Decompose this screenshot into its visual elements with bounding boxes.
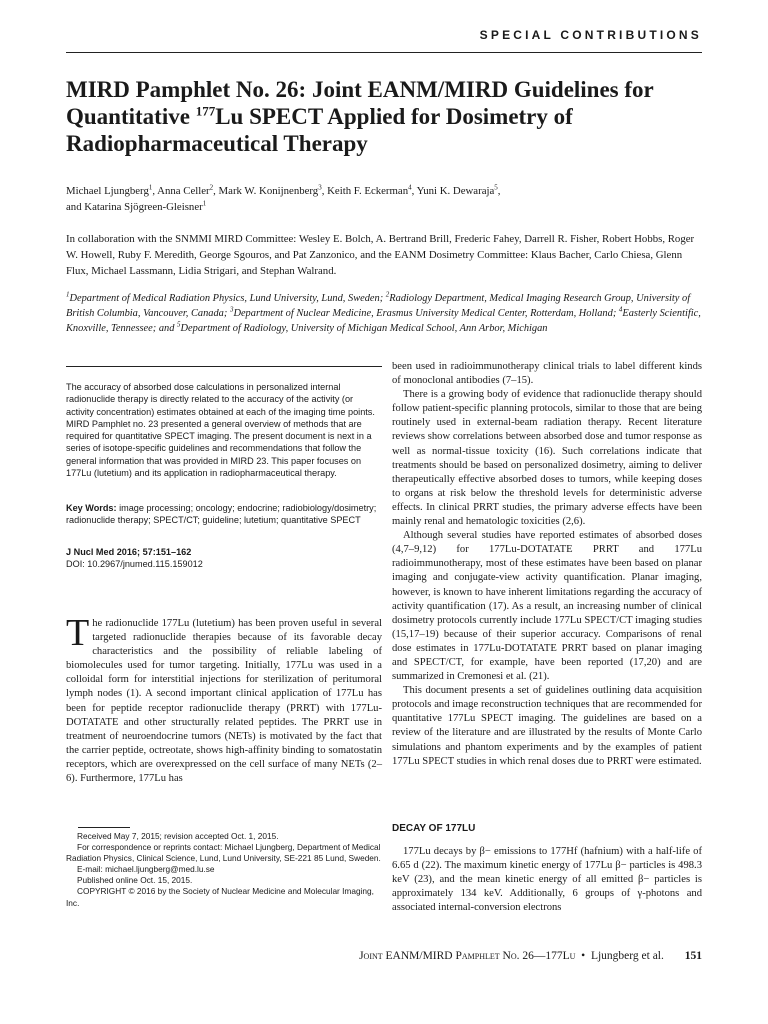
author: Katarina Sjögreen-Gleisner [84,201,203,213]
body-paragraph: he radionuclide 177Lu (lutetium) has been proven useful in several targeted radionuclide therapies because of its favorable decay characteristics and the possibility of reliable labeling of biomolecules used for tumor targeting. Initially, 177Lu was used in a colloidal form for interstitial injections for sterilization of peritumoral lymph nodes (1). A second important clinical application of 177Lu has been for peptide receptor radionuclide therapy (PRRT) with 177Lu-DOTATATE and other structurally related peptides. The PRRT use in treatment of neuroendocrine tumors (NETs) is motivated by the fact that the carrier peptide, octreotate, shows high-affinity binding to somatostatin receptors, which are overexpressed on the cell surface of many NETs (2–6). Furthermore, 177Lu has [66,618,382,785]
footnote-received: Received May 7, 2015; revision accepted Oct. 1, 2015. [77,831,279,841]
section-label: SPECIAL CONTRIBUTIONS [479,28,702,42]
body-paragraph: 177Lu decays by β− emissions to 177Hf (hafnium) with a half-life of 6.65 d (22). The maximum kinetic energy of 177Lu β− particles is 498.3 keV (23), and the mean kinetic energy of all emitted β− particles is approximately 134 keV. Additionally, 6 groups of γ-photons and associated internal-conversion electrons [392,846,702,914]
footer-separator: • [581,950,586,962]
footnote-divider [78,827,130,828]
title-line-2: Quantitative $^{177}$Lu SPECT Applied for Dosimetry of [66,103,573,129]
author: Keith F. Eckerman [327,185,409,197]
drop-cap: T [66,612,90,654]
citation [66,546,382,571]
body-paragraph: Although several studies have reported estimates of absorbed doses (4,7–9,12) for 177Lu-DOTATATE PRRT and 177Lu radioimmunotherapy, most of these estimates have been based on planar imaging and conjugate-view activity quantification. Planar imaging, however, is known to have inherent limitations regarding the accuracy of activity quantification (17). As a result, an increasing number of clinical dosimetry protocols currently include 177Lu SPECT/CT imaging studies (15,17–19) because of their superior accuracy. Comparisons of renal dose estimates in 177Lu-DOTATATE PRRT based on planar imaging and SPECT/CT, for example, have been reported (17,20) and are summarized in Cremonesi et al. (21). [392,530,702,683]
article-title [66,76,706,157]
author: Michael Ljungberg [66,185,149,197]
footnote-email: E-mail: michael.ljungberg@med.lu.se [77,864,215,875]
footnote-copyright: COPYRIGHT © 2016 by the Society of Nuclear Medicine and Molecular Imaging, Inc. [66,886,374,908]
author: Yuni K. Dewaraja [416,185,495,197]
running-authors: Ljungberg et al. [590,950,664,962]
author: Anna Celler [157,185,210,197]
abstract: The accuracy of absorbed dose calculations in personalized internal radionuclide therapy is directly related to the accuracy of the activity (or activity concentration) estimates obtained at each of the imaging time points. MIRD Pamphlet no. 23 presented a general overview of methods that are required for quantitative SPECT imaging. The present document is next in a series of isotope-specific guidelines and recommendations that follow the general information that was provided in MIRD 23. This paper focuses on 177Lu (lutetium) and its application in radiopharmaceutical therapy. [66,382,375,479]
body-paragraph: This document presents a set of guidelines outlining data acquisition protocols and image reconstruction techniques that are recommended for quantitative 177Lu SPECT imaging. The guidelines are based on a review of the literature and are illustrated by the results of Monte Carlo simulations and phantom experiments and by the examples of patient 177Lu SPECT studies in which renal doses due to PRRT were estimated. [392,685,702,767]
author: Mark W. Konijnenberg [218,185,319,197]
footnote-correspondence: For correspondence or reprints contact: Michael Ljungberg, Department of Medical Radiation Physics, Clinical Science, Lund, Lund University, SE-221 85 Lund, Sweden. [66,842,381,864]
body-right-column [392,360,702,769]
title-line-3: Radiopharmaceutical Therapy [66,131,368,156]
body-left-column [66,612,382,786]
affiliations: $^1$Department of Medical Radiation Physics, Lund University, Lund, Sweden; $^2$Radiology Department, Medical Imaging Research Group, University of British Columbia, Vancouver, Canada; $^3$Department of Nuclear Medicine, Erasmus University Medical Center, Rotterdam, Holland; $^4$Easterly Scientific, Knoxville, Tennessee; and $^5$Department of Radiology, University of Michigan Medical School, Ann Arbor, Michigan [66,290,701,334]
body-paragraph: There is a growing body of evidence that radionuclide therapy should follow patient-specific planning protocols, similar to those that are being routinely used in external-beam radiation therapy. Recent literature reviews show correlations between absorbed dose and tumor response as well as normal-tissue toxicity (16). Such correlations indicate that treatments should be based on personalized dosimetry, aiming to deliver therapeutically effective absorbed doses to tumors, while keeping doses to organs at risk below the threshold levels for deterministic adverse effects. In clinical PRRT studies, the primary adverse effects have been mainly renal and hematologic toxicities (2,6). [392,389,702,528]
journal-citation: J Nucl Med 2016; 57:151–162 [66,547,192,557]
keywords: Key Words: image processing; oncology; endocrine; radiobiology/dosimetry; radionuclide therapy; SPECT/CT; guideline; lutetium; quantitative SPECT [66,503,377,526]
author-list: Michael Ljungberg$^1$, Anna Celler$^2$, Mark W. Konijnenberg$^3$, Keith F. Eckerman$^4$, Yuni K. Dewaraja$^5$, and Katarina Sjögreen-Gleisner$^1$ [66,183,501,213]
keywords-label: Key Words: [66,503,117,513]
running-title: Joint EANM/MIRD Pamphlet No. 26—177Lu [359,950,576,962]
section-heading-decay: DECAY OF 177LU [392,823,476,834]
body-paragraph: been used in radioimmunotherapy clinical trials to label different kinds of monoclonal antibodies (7–15). [392,361,702,387]
collaboration-statement: In collaboration with the SNMMI MIRD Committee: Wesley E. Bolch, A. Bertrand Brill, Frederic Fahey, Darrell R. Fisher, Robert Hobbs, Roger W. Howell, Ruby F. Meredith, George Sgouros, and Pat Zanzonico, and the EANM Dosimetry Committee: Klaus Bacher, Carlo Chiesa, Glenn Flux, Michael Lassmann, Lidia Strigari, and Stephan Walrand. [66,233,695,277]
abstract-divider [66,366,382,367]
doi: DOI: 10.2967/jnumed.115.159012 [66,559,203,570]
title-line-1: MIRD Pamphlet No. 26: Joint EANM/MIRD Guidelines for [66,77,654,102]
page-number: 151 [684,950,702,962]
running-footer [66,950,702,962]
header-divider [66,52,702,53]
footnote-published: Published online Oct. 15, 2015. [77,875,193,886]
footnotes [66,831,382,909]
